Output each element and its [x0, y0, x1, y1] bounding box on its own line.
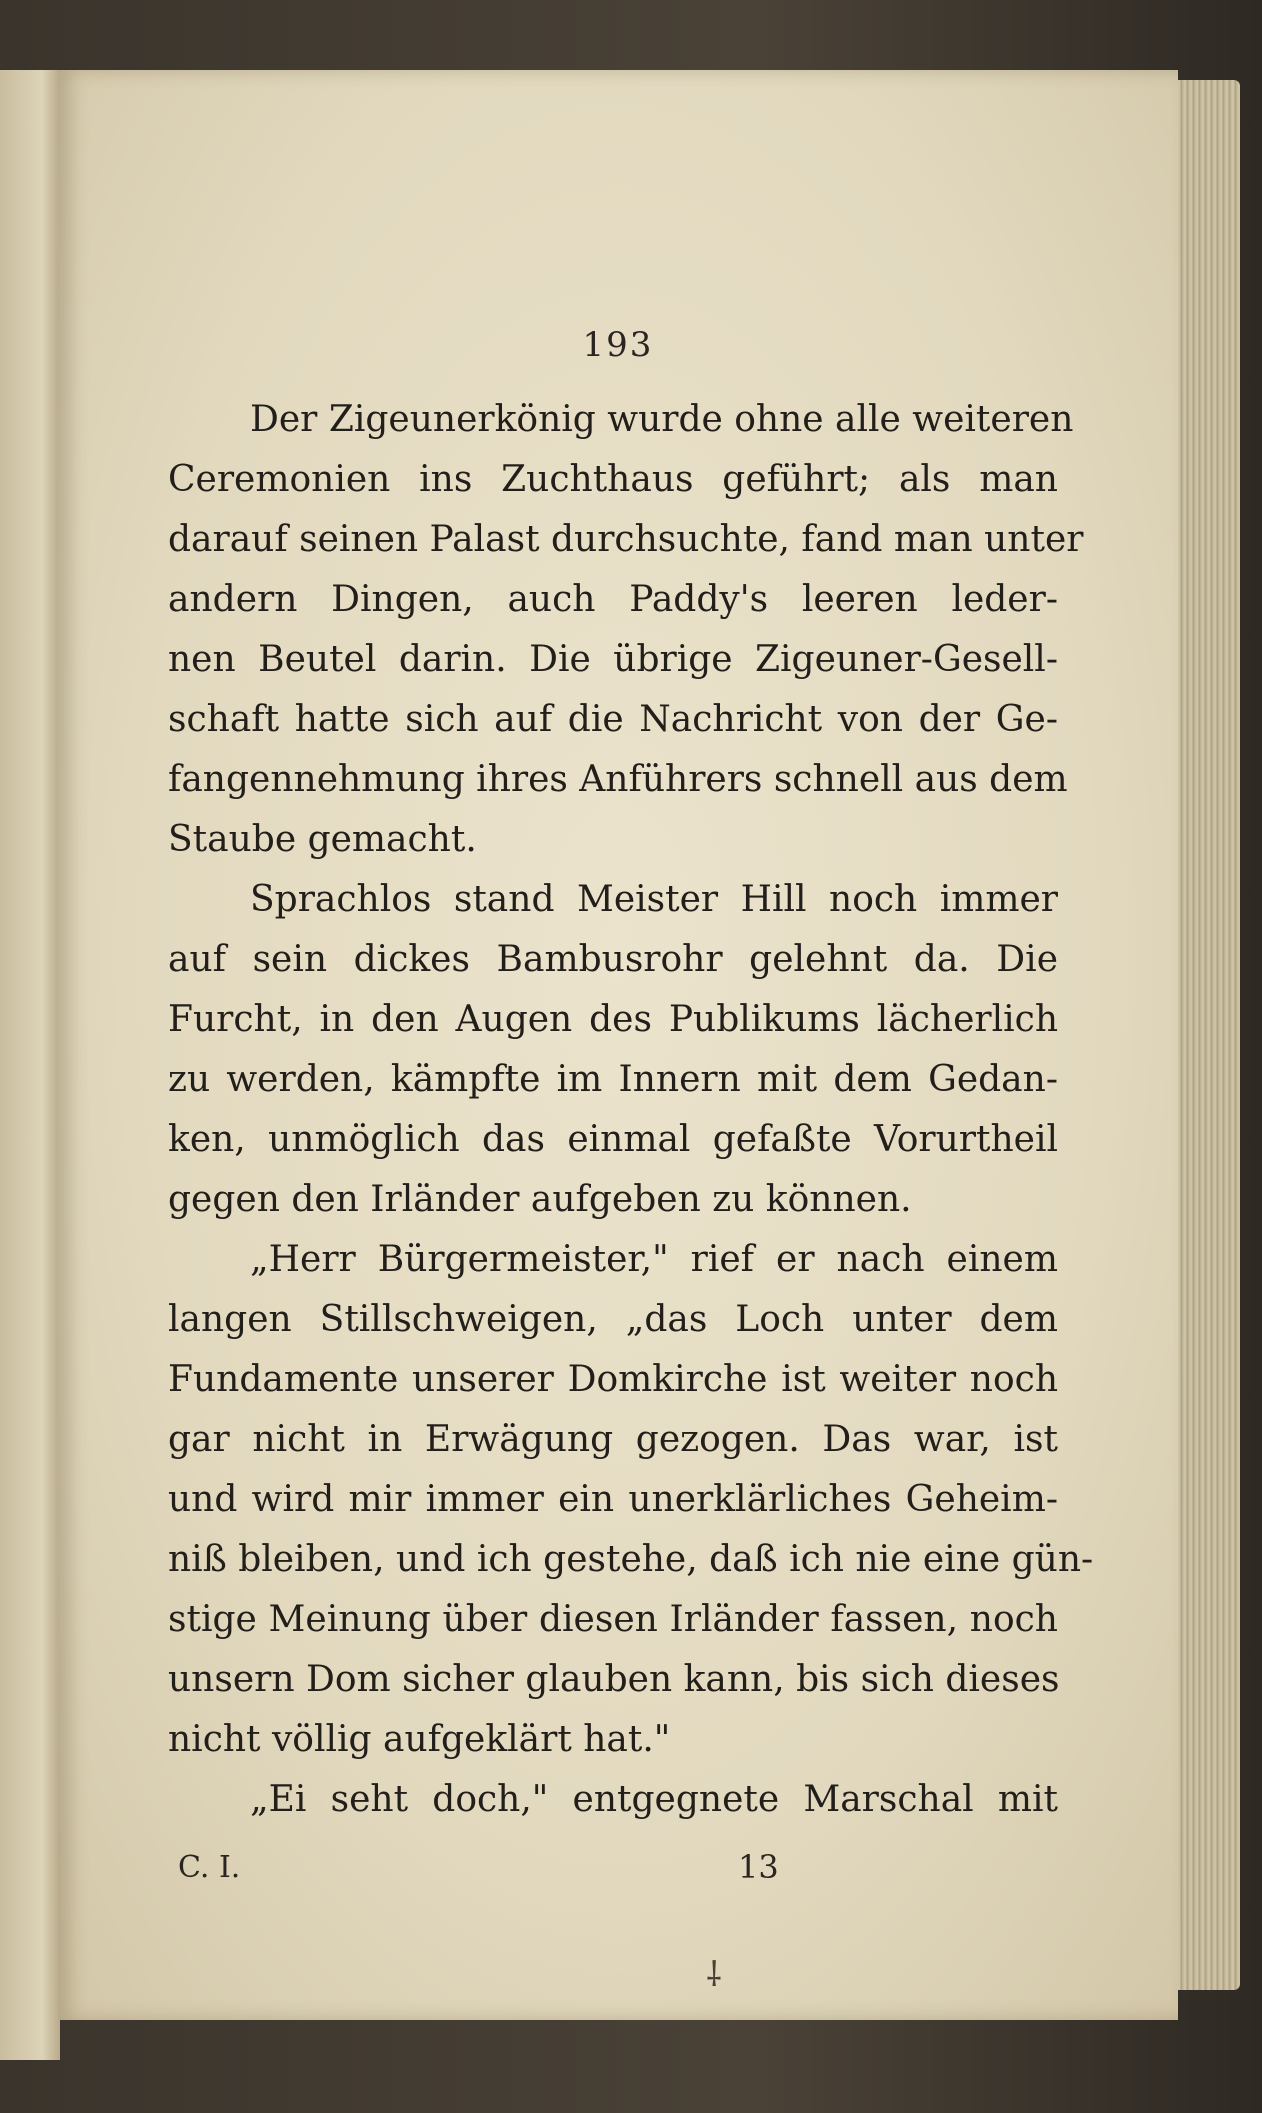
text-line: auf sein dickes Bambusrohr gelehnt da. Die: [168, 939, 1058, 980]
text-line: Sprachlos stand Meister Hill noch immer: [250, 879, 1058, 920]
text-line: niß bleiben, und ich gestehe, daß ich nie eine gün-: [168, 1539, 1094, 1580]
text-line: nicht völlig aufgeklärt hat.": [168, 1719, 671, 1760]
book-page: [58, 70, 1178, 2020]
page-number: 193: [582, 325, 654, 365]
sheet-number: 13: [738, 1848, 779, 1886]
left-page-edge: [0, 70, 60, 2060]
text-line: stige Meinung über diesen Irländer fassen, noch: [168, 1599, 1058, 1640]
text-line: gegen den Irländer aufgeben zu können.: [168, 1179, 912, 1220]
text-line: Staube gemacht.: [168, 819, 477, 860]
text-line: ken, unmöglich das einmal gefaßte Vorurtheil: [168, 1119, 1058, 1160]
text-line: „Ei seht doch," entgegnete Marschal mit: [250, 1779, 1058, 1820]
text-line: gar nicht in Erwägung gezogen. Das war, ist: [168, 1419, 1058, 1460]
text-line: schaft hatte sich auf die Nachricht von der Ge-: [168, 699, 1058, 740]
signature-mark: C. I.: [178, 1850, 241, 1885]
text-line: Furcht, in den Augen des Publikums lächerlich: [168, 999, 1058, 1040]
text-line: zu werden, kämpfte im Innern mit dem Gedan-: [168, 1059, 1058, 1100]
body-text: [168, 390, 1094, 1830]
text-line: andern Dingen, auch Paddy's leeren leder-: [168, 579, 1058, 620]
text-line: Der Zigeunerkönig wurde ohne alle weiteren: [250, 399, 1074, 440]
text-line: Fundamente unserer Domkirche ist weiter noch: [168, 1359, 1058, 1400]
text-line: fangennehmung ihres Anführers schnell aus dem: [168, 759, 1068, 800]
text-line: darauf seinen Palast durchsuchte, fand man unter: [168, 519, 1084, 560]
text-line: nen Beutel darin. Die übrige Zigeuner-Gesell-: [168, 639, 1058, 680]
ink-mark-icon: ⸸: [706, 1955, 722, 1995]
text-line: Ceremonien ins Zuchthaus geführt; als man: [168, 459, 1058, 500]
text-line: langen Stillschweigen, „das Loch unter dem: [168, 1299, 1058, 1340]
text-line: „Herr Bürgermeister," rief er nach einem: [250, 1239, 1058, 1280]
page-stack-edge: [1170, 80, 1240, 1990]
text-line: und wird mir immer ein unerklärliches Geheim-: [168, 1479, 1058, 1520]
text-line: unsern Dom sicher glauben kann, bis sich dieses: [168, 1659, 1060, 1700]
